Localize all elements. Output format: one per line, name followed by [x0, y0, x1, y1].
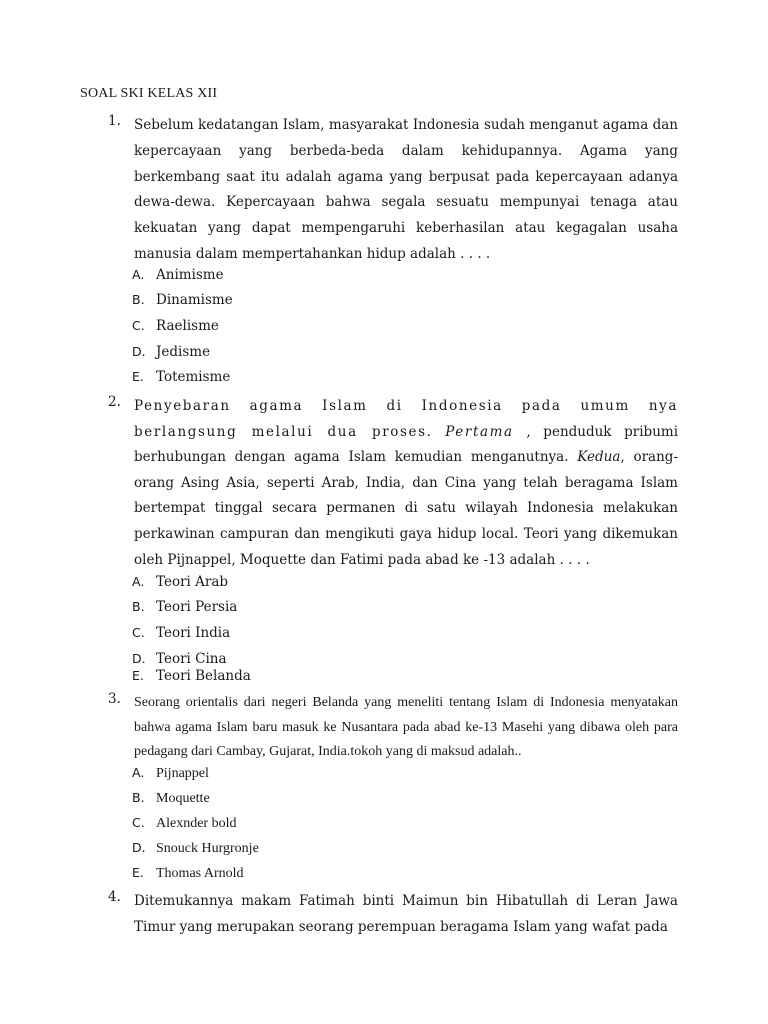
- option-text: Teori India: [156, 625, 231, 641]
- option-text: Dinamisme: [156, 292, 233, 308]
- option-letter: A.: [132, 765, 145, 780]
- document-title: SOAL SKI KELAS XII: [80, 86, 218, 101]
- option-text: Teori Arab: [156, 574, 229, 590]
- option-letter: C.: [132, 625, 145, 640]
- question-text: Sebelum kedatangan Islam, masyarakat Indonesia sudah menganut agama dan kepercayaan yang berbeda-beda dalam kehidupannya. Agama yang berkembang saat itu adalah agama yang berpusat pada kepercayaan adanya dewa-dewa. Kepercayaan bahwa segala sesuatu mempunyai tenaga atau kekuatan yang dapat mempengaruhi keberhasilan atau kegagalan usaha manusia dalam mempertahankan hidup adalah . . . .: [134, 117, 678, 262]
- option-a[interactable]: [132, 267, 224, 283]
- question-number: 1.: [108, 113, 121, 129]
- question-text-part: Penyebaran agama Islam di Indonesia pada umum nya berlangsung melalui dua proses.: [134, 398, 678, 440]
- option-letter: B.: [132, 790, 145, 805]
- option-text: Snouck Hurgronje: [156, 841, 259, 856]
- option-text: Teori Persia: [156, 599, 238, 615]
- question-text-part: , orang-orang Asing Asia, seperti Arab, India, dan Cina yang telah beragama Islam bertempat tinggal secara permanen di satu wilayah Indonesia melakukan perkawinan campuran dan mengikuti gaya hidup local. Teori yang dikemukan oleh Pijnappel, Moquette dan Fatimi pada abad ke -13 adalah . . . .: [134, 449, 678, 568]
- option-letter: D.: [132, 651, 146, 666]
- option-letter: D.: [132, 344, 146, 359]
- question-text-part: , penduduk pribumi berhubungan dengan agama Islam kemudian menganutnya.: [134, 423, 679, 466]
- question-number: 2.: [108, 394, 121, 410]
- option-e[interactable]: [132, 865, 244, 882]
- question-text: Seorang orientalis dari negeri Belanda yang meneliti tentang Islam di Indonesia menyatakan bahwa agama Islam baru masuk ke Nusantara pada abad ke-13 Masehi yang dibawa oleh para pedagang dari Cambay, Gujarat, India.tokoh yang di maksud adalah..: [134, 695, 678, 760]
- option-text: Moquette: [156, 791, 210, 806]
- option-b[interactable]: [132, 292, 233, 308]
- option-letter: C.: [132, 318, 145, 333]
- question-text: [134, 394, 678, 573]
- question-4: [108, 889, 678, 940]
- option-text: Totemisme: [156, 369, 231, 385]
- question-text-italic: Pertama: [445, 423, 514, 440]
- option-c[interactable]: [132, 625, 230, 641]
- option-letter: E.: [132, 369, 144, 384]
- option-text: Pijnappel: [156, 766, 209, 781]
- option-c[interactable]: [132, 318, 219, 334]
- option-text: Raelisme: [156, 318, 219, 334]
- option-letter: E.: [132, 865, 144, 880]
- question-3: [108, 691, 678, 765]
- option-d[interactable]: [132, 344, 210, 360]
- question-number: 4.: [108, 889, 121, 905]
- question-1: [108, 113, 678, 268]
- option-letter: E.: [132, 668, 144, 683]
- option-c[interactable]: [132, 815, 236, 832]
- question-text-italic: Kedua: [577, 449, 621, 466]
- option-letter: D.: [132, 840, 146, 855]
- question-text: Ditemukannya makam Fatimah binti Maimun bin Hibatullah di Leran Jawa Timur yang merupakan seorang perempuan beragama Islam yang wafat pada: [134, 893, 678, 935]
- option-d[interactable]: [132, 840, 259, 857]
- option-e[interactable]: [132, 668, 251, 684]
- question-2: [108, 394, 678, 573]
- option-text: Alexnder bold: [156, 816, 237, 831]
- option-letter: A.: [132, 574, 145, 589]
- option-d[interactable]: [132, 651, 227, 667]
- option-text: Teori Cina: [156, 651, 227, 667]
- option-letter: B.: [132, 599, 145, 614]
- option-letter: C.: [132, 815, 145, 830]
- option-e[interactable]: [132, 369, 230, 385]
- option-a[interactable]: [132, 574, 228, 590]
- option-text: Jedisme: [156, 344, 211, 360]
- option-letter: B.: [132, 292, 145, 307]
- option-text: Animisme: [156, 267, 224, 283]
- question-number: 3.: [108, 691, 121, 707]
- option-text: Thomas Arnold: [156, 866, 244, 881]
- option-a[interactable]: [132, 765, 209, 782]
- option-b[interactable]: [132, 790, 210, 807]
- option-letter: A.: [132, 267, 145, 282]
- option-b[interactable]: [132, 599, 237, 615]
- option-text: Teori Belanda: [156, 668, 251, 684]
